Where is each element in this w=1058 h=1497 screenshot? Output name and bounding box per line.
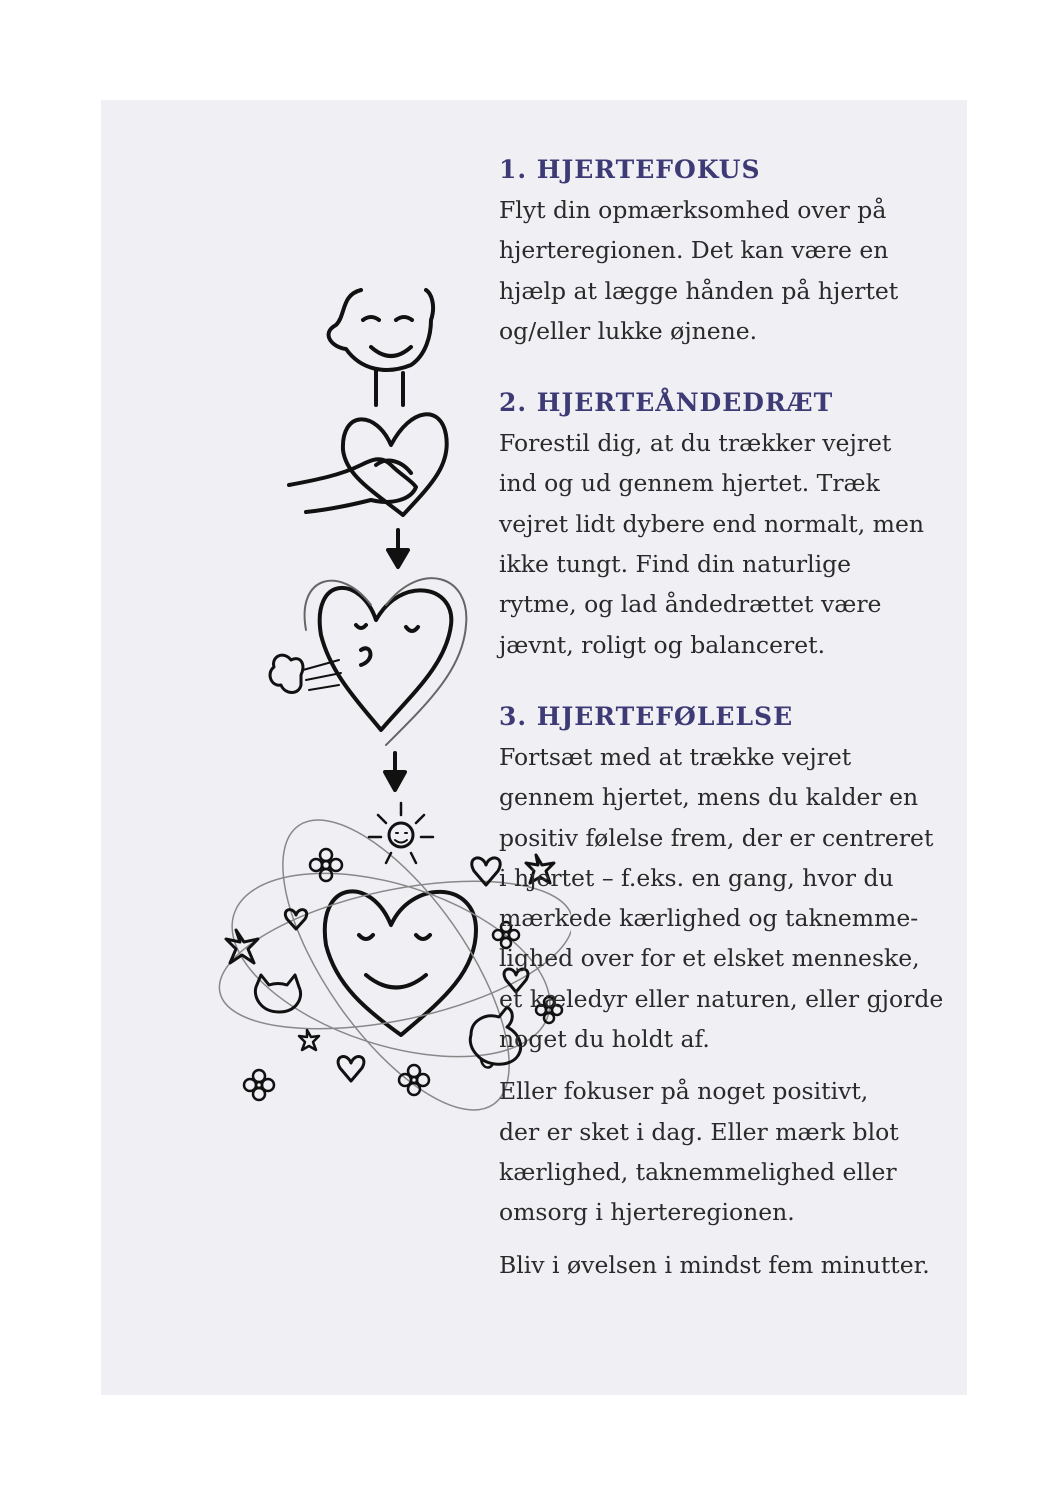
text-line: positiv følelse frem, der er centreret <box>499 823 934 852</box>
instructions <box>499 150 949 1285</box>
text-line: ikke tungt. Find din naturlige <box>499 550 852 579</box>
section-hjerteandedraet <box>499 383 949 665</box>
down-arrow-icon <box>385 753 405 790</box>
text-line: hjerteregionen. Det kan være en <box>499 236 889 265</box>
text-line: og/eller lukke øjnene. <box>499 316 758 345</box>
section-heading: 2. HJERTEÅNDEDRÆT <box>499 388 834 418</box>
text-line: jævnt, roligt og balanceret. <box>499 630 826 659</box>
text-line: gennem hjertet, mens du kalder en <box>499 783 919 812</box>
text-line: Eller fokuser på noget positivt, <box>499 1077 869 1106</box>
text-line: Bliv i øvelsen i mindst fem minutter. <box>499 1250 930 1279</box>
text-line: vejret lidt dybere end normalt, men <box>499 509 924 538</box>
closing-paragraph <box>499 1245 949 1285</box>
section-heading: 1. HJERTEFOKUS <box>499 155 761 184</box>
person-hand-on-heart-icon <box>289 290 447 515</box>
text-line: i hjertet – f.eks. en gang, hvor du <box>499 863 894 892</box>
section-heading: 3. HJERTEFØLELSE <box>499 701 794 731</box>
text-line: hjælp at lægge hånden på hjertet <box>499 276 899 305</box>
down-arrow-icon <box>388 530 408 567</box>
text-line: mærkede kærlighed og taknemme- <box>499 904 919 933</box>
text-line: kærlighed, taknemmelighed eller <box>499 1157 897 1186</box>
text-line: ind og ud gennem hjertet. Træk <box>499 469 880 498</box>
text-line: Fortsæt med at trække vejret <box>499 742 852 771</box>
section-hjertefokus <box>499 150 949 351</box>
text-line: Forestil dig, at du trækker vejret <box>499 429 892 458</box>
text-line: rytme, og lad åndedrættet være <box>499 590 882 619</box>
text-line: et kæledyr eller naturen, eller gjorde <box>499 984 944 1013</box>
text-line: Flyt din opmærksomhed over på <box>499 196 887 224</box>
content-panel <box>101 100 967 1395</box>
section-hjertefolelse <box>499 697 949 1059</box>
text-line: lighed over for et elsket menneske, <box>499 944 920 973</box>
text-line: der er sket i dag. Eller mærk blot <box>499 1117 899 1146</box>
section-body <box>499 737 949 1059</box>
text-line: noget du holdt af. <box>499 1025 710 1054</box>
extra-paragraph <box>499 1071 949 1232</box>
section-body <box>499 190 949 351</box>
text-line: omsorg i hjerteregionen. <box>499 1198 795 1227</box>
breathing-heart-icon <box>270 578 466 745</box>
section-body <box>499 423 949 665</box>
